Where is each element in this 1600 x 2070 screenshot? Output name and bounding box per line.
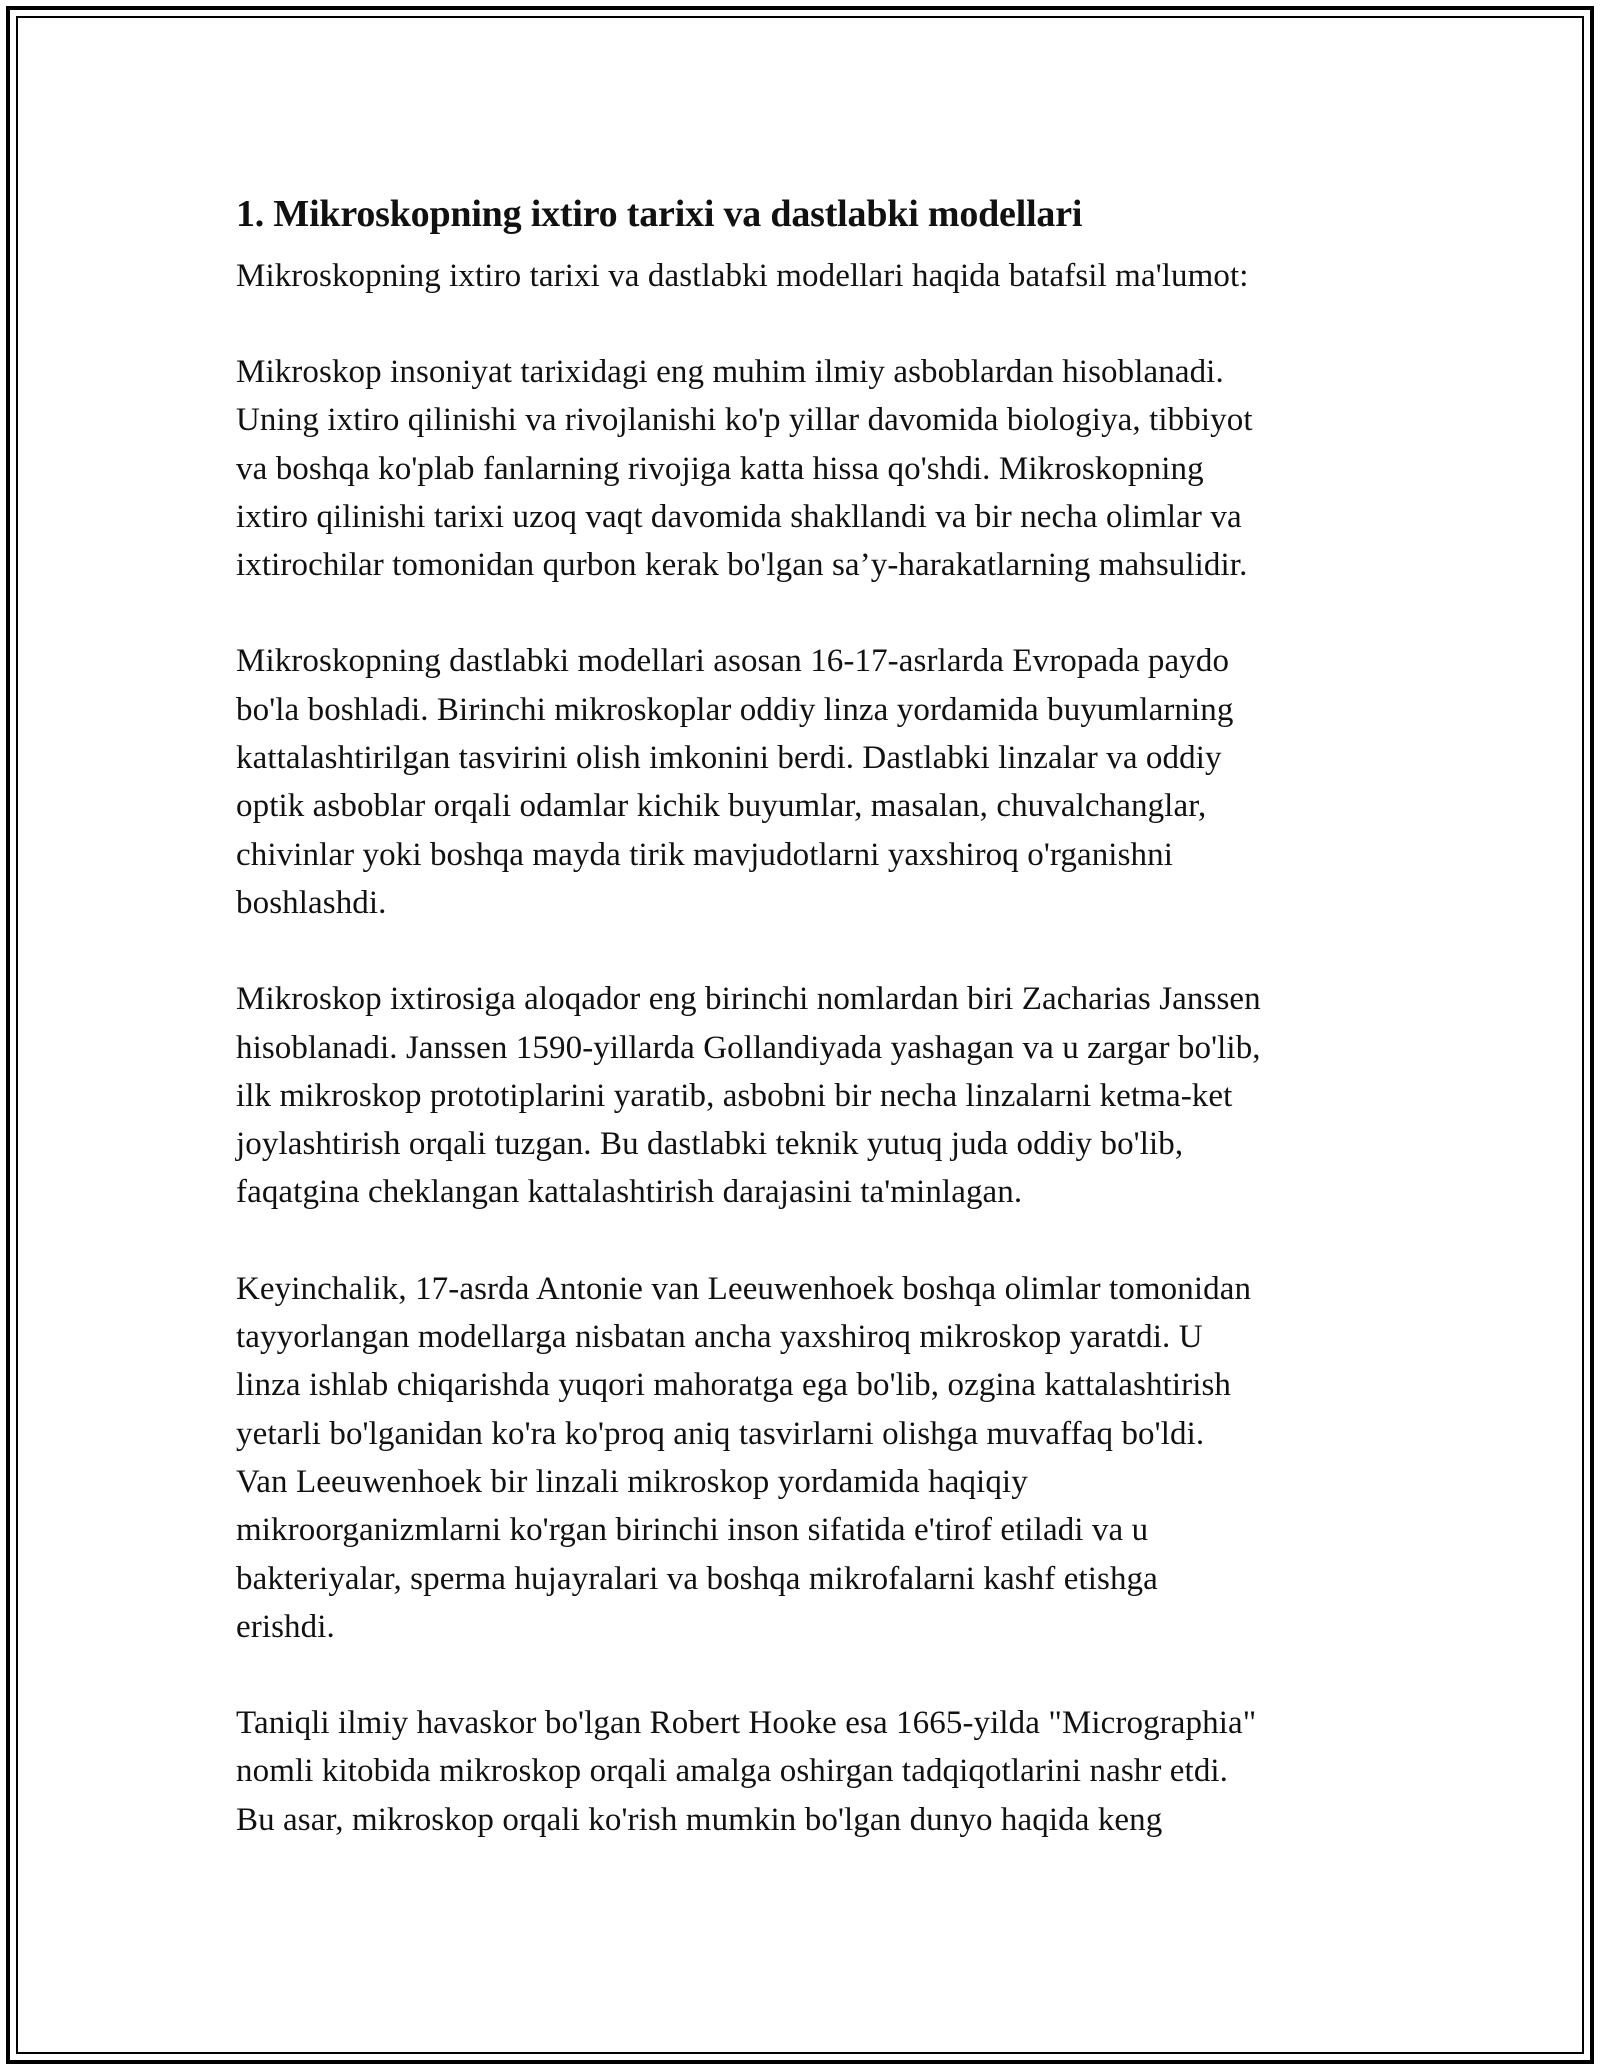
- text-line: Mikroskop insoniyat tarixidagi eng muhim ilmiy asboblardan hisoblanadi.: [236, 354, 1224, 390]
- text-line: tayyorlangan modellarga nisbatan ancha yaxshiroq mikroskop yaratdi. U: [236, 1319, 1203, 1356]
- text-line: erishdi.: [236, 1608, 335, 1645]
- text-line: ixtirochilar tomonidan qurbon kerak bo'lgan sa’y-harakatlarning mahsulidir.: [236, 547, 1248, 584]
- text-line: ixtiro qilinishi tarixi uzoq vaqt davomida shakllandi va bir necha olimlar va: [236, 498, 1242, 535]
- text-line: bakteriyalar, sperma hujayralari va boshqa mikrofalarni kashf etishga: [236, 1560, 1158, 1597]
- text-line: Mikroskopning dastlabki modellari asosan 16-17-asrlarda Evropada paydo: [236, 643, 1230, 680]
- text-line: linza ishlab chiqarishda yuqori mahoratga ega bo'lib, ozgina kattalashtirish: [236, 1367, 1232, 1404]
- paragraph-4: [236, 1265, 1386, 1651]
- text-line: optik asboblar orqali odamlar kichik buyumlar, masalan, chuvalchanglar,: [236, 788, 1207, 825]
- text-line: yetarli bo'lganidan ko'ra ko'proq aniq tasvirlarni olishga muvaffaq bo'ldi.: [236, 1415, 1205, 1452]
- text-line: chivinlar yoki boshqa mayda tirik mavjudotlarni yaxshiroq o'rganishni: [236, 836, 1173, 873]
- text-line: hisoblanadi. Janssen 1590-yillarda Gollandiyada yashagan va u zargar bo'lib,: [236, 1029, 1261, 1066]
- section-heading: 1. Mikroskopning ixtiro tarixi va dastlabki modellari: [236, 193, 1083, 235]
- text-line: Taniqli ilmiy havaskor bo'lgan Robert Hooke esa 1665-yilda "Micrographia": [236, 1705, 1257, 1742]
- text-line: mikroorganizmlarni ko'rgan birinchi inson sifatida e'tirof etiladi va u: [236, 1512, 1149, 1549]
- text-line: Uning ixtiro qilinishi va rivojlanishi ko'p yillar davomida biologiya, tibbiyot: [236, 402, 1253, 439]
- document-body: [236, 186, 1386, 1844]
- text-line: faqatgina cheklangan kattalashtirish darajasini ta'minlagan.: [236, 1174, 1023, 1211]
- text-line: Mikroskop ixtirosiga aloqador eng birinchi nomlardan biri Zacharias Janssen: [236, 981, 1261, 1018]
- text-line: kattalashtirilgan tasvirini olish imkonini berdi. Dastlabki linzalar va oddiy: [236, 740, 1222, 777]
- paragraph-2: [236, 637, 1386, 927]
- paragraph-1: [236, 348, 1386, 589]
- paragraph-5: [236, 1699, 1386, 1844]
- text-line: Bu asar, mikroskop orqali ko'rish mumkin bo'lgan dunyo haqida keng: [236, 1801, 1163, 1838]
- text-line: nomli kitobida mikroskop orqali amalga oshirgan tadqiqotlarini nashr etdi.: [236, 1753, 1229, 1790]
- paragraph-3: [236, 975, 1386, 1216]
- text-line: joylashtirish orqali tuzgan. Bu dastlabki teknik yutuq juda oddiy bo'lib,: [236, 1126, 1184, 1163]
- text-line: Van Leeuwenhoek bir linzali mikroskop yordamida haqiqiy: [236, 1463, 1028, 1500]
- text-line: va boshqa ko'plab fanlarning rivojiga katta hissa qo'shdi. Mikroskopning: [236, 450, 1204, 487]
- text-line: Keyinchalik, 17-asrda Antonie van Leeuwenhoek boshqa olimlar tomonidan: [236, 1270, 1252, 1307]
- text-line: boshlashdi.: [236, 884, 387, 921]
- text-line: ilk mikroskop prototiplarini yaratib, asbobni bir necha linzalarni ketma-ket: [236, 1077, 1233, 1114]
- intro-paragraph: Mikroskopning ixtiro tarixi va dastlabki modellari haqida batafsil ma'lumot:: [236, 258, 1249, 294]
- text-line: bo'la boshladi. Birinchi mikroskoplar oddiy linza yordamida buyumlarning: [236, 691, 1234, 728]
